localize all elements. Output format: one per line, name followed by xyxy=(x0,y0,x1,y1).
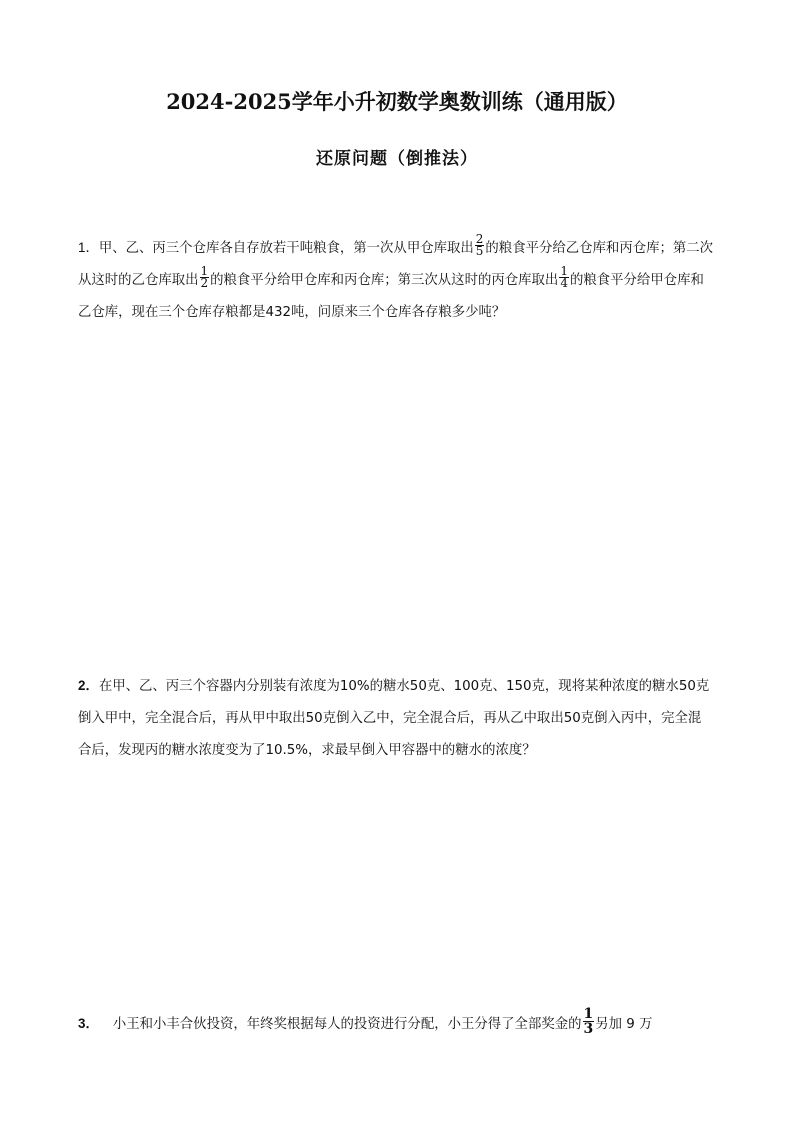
document-title: 2024-2025学年小升初数学奥数训练（通用版） xyxy=(166,89,628,114)
fraction-numerator: 1 xyxy=(200,263,209,278)
question-text: 甲、乙、丙三个仓库各自存放若干吨粮食，第一次从甲仓库取出 xyxy=(98,241,474,256)
question-number: 1． xyxy=(78,240,99,255)
question-text: 另加 9 万 xyxy=(595,1017,653,1032)
fraction xyxy=(559,263,569,290)
question-2 xyxy=(78,670,714,767)
fraction-numerator: 1 xyxy=(560,263,568,278)
question-3 xyxy=(78,1005,714,1041)
question-text: 在甲、乙、丙三个容器内分别装有浓度为10%的糖水50克、100克、150克，现将某种浓度的糖水50克倒入甲中，完全混合后，再从甲中取出50克倒入乙中，完全混合后，再从乙中取出50克倒入丙中，完全混合后，发现丙的糖水浓度变为了10.5%，求最早倒入甲容器中的糖水的浓度？ xyxy=(78,679,710,758)
question-number: 2． xyxy=(78,678,99,693)
question-text: 小王和小丰合伙投资，年终奖根据每人的投资进行分配，小王分得了全部奖金的 xyxy=(112,1017,582,1032)
fraction-denominator: 2 xyxy=(200,275,209,290)
fraction-numerator: 1 xyxy=(583,1005,594,1022)
fraction xyxy=(200,263,210,290)
question-text: 的粮食平分给甲仓库和乙仓库，现在三个仓库存粮都是432吨，问原来三个仓库各存粮多少吨？ xyxy=(78,273,704,320)
document-subtitle: 还原问题（倒推法） xyxy=(316,149,478,169)
fraction xyxy=(475,231,485,258)
question-1 xyxy=(78,232,714,329)
fraction-denominator: 4 xyxy=(560,275,568,290)
question-number: 3． xyxy=(78,1016,99,1031)
fraction xyxy=(583,1007,595,1036)
question-text: 的粮食平分给乙仓库和丙仓库；第二次从这时的乙仓库取出 xyxy=(78,241,714,288)
fraction-numerator: 2 xyxy=(475,231,484,246)
fraction-denominator: 3 xyxy=(583,1020,594,1037)
fraction-denominator: 5 xyxy=(475,243,484,258)
question-text: 的粮食平分给甲仓库和丙仓库；第三次从这时的丙仓库取出 xyxy=(210,273,559,288)
